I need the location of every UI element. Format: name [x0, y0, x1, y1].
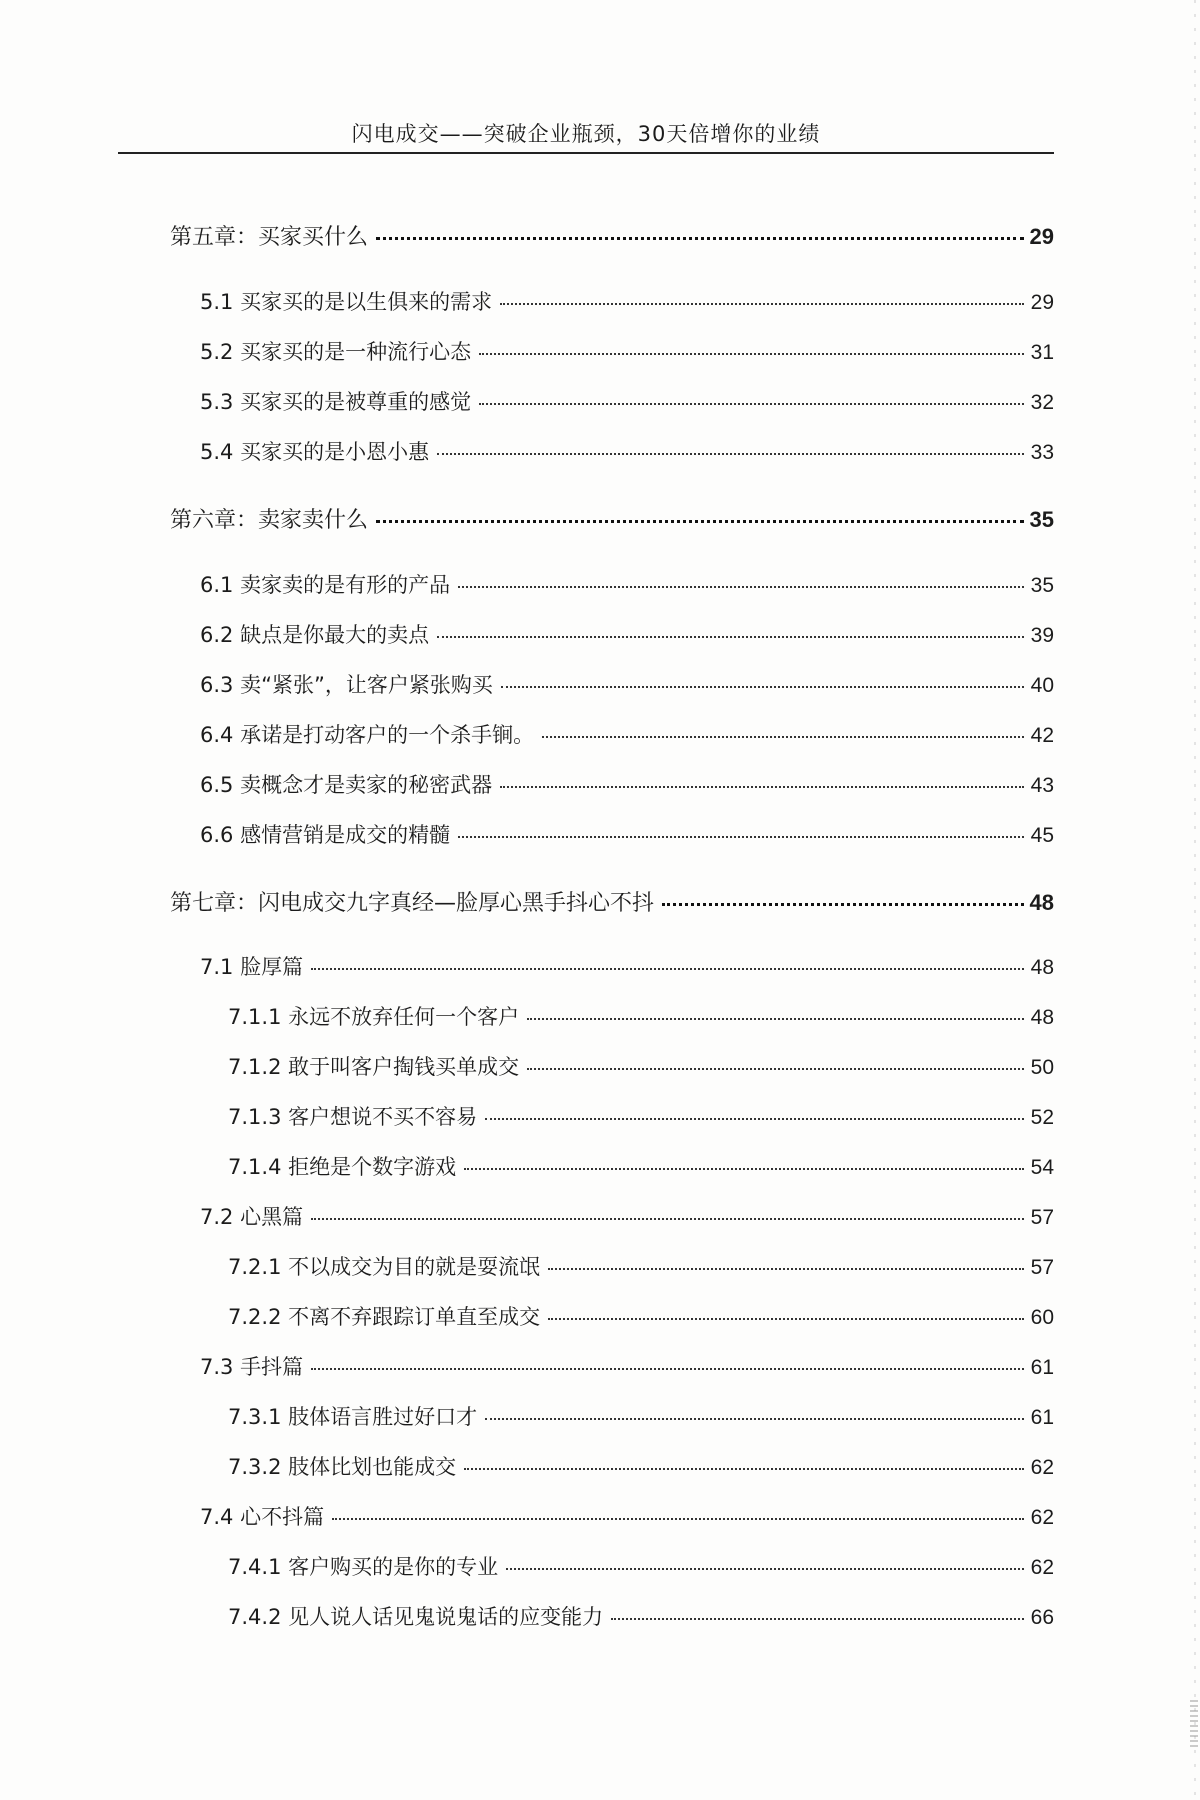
toc-section-number: 5.4 — [200, 440, 241, 464]
toc-chapter-entry — [170, 888, 1054, 919]
toc-entry-title: 第五章：买家买什么 — [170, 225, 369, 250]
toc-page-number: 57 — [1030, 1206, 1054, 1229]
toc-section-number: 7.3.1 — [228, 1405, 289, 1429]
toc-section-entry — [200, 287, 1054, 318]
dot-leader — [376, 237, 1024, 240]
toc-entry-title: 卖概念才是卖家的秘密武器 — [240, 773, 493, 797]
toc-entry-title: 第七章：闪电成交九字真经—脸厚心黑手抖心不抖 — [170, 891, 655, 916]
toc-entry-title: 买家买的是一种流行心态 — [240, 340, 472, 364]
toc-section-entry — [200, 670, 1054, 701]
dot-leader — [548, 1318, 1024, 1320]
dot-leader — [506, 1568, 1024, 1570]
running-header: 闪电成交——突破企业瓶颈，30天倍增你的业绩 — [351, 122, 821, 146]
toc-section-entry — [200, 620, 1054, 651]
toc-chapter-entry — [170, 505, 1054, 536]
toc-page-number: 42 — [1030, 724, 1054, 747]
dot-leader — [527, 1068, 1024, 1070]
toc-entry-title: 买家买的是小恩小惠 — [240, 440, 430, 464]
toc-entry-title: 永远不放弃任何一个客户 — [288, 1005, 520, 1029]
toc-section-number: 7.4.1 — [228, 1555, 289, 1579]
toc-section-entry — [228, 1452, 1054, 1483]
dot-leader — [464, 1468, 1024, 1470]
toc-page-number: 29 — [1029, 224, 1054, 249]
toc-page-number: 62 — [1030, 1456, 1054, 1479]
toc-section-number: 7.1 — [200, 955, 241, 979]
dot-leader — [311, 1368, 1024, 1370]
toc-entry-title: 心黑篇 — [240, 1205, 304, 1229]
dot-leader — [332, 1518, 1024, 1520]
toc-section-number: 6.1 — [200, 573, 241, 597]
toc-entry-title: 心不抖篇 — [240, 1505, 325, 1529]
toc-section-entry — [228, 1152, 1054, 1183]
toc-entry-title: 拒绝是个数字游戏 — [288, 1155, 457, 1179]
toc-page-number: 29 — [1030, 291, 1054, 314]
dot-leader — [501, 686, 1024, 688]
toc-section-entry — [200, 570, 1054, 601]
dot-leader — [542, 736, 1024, 738]
toc-section-number: 7.2.1 — [228, 1255, 289, 1279]
toc-page-number: 35 — [1030, 574, 1054, 597]
toc-entry-title: 敢于叫客户掏钱买单成交 — [288, 1055, 520, 1079]
toc-section-entry — [200, 1202, 1054, 1233]
toc-section-number: 7.1.1 — [228, 1005, 289, 1029]
toc-page-number: 60 — [1030, 1306, 1054, 1329]
toc-section-number: 5.3 — [200, 390, 241, 414]
dot-leader — [500, 786, 1024, 788]
toc-section-entry — [200, 1502, 1054, 1533]
toc-page-number: 61 — [1030, 1406, 1054, 1429]
dot-leader — [376, 520, 1024, 523]
toc-section-number: 7.4.2 — [228, 1605, 289, 1629]
toc-page-number: 48 — [1030, 1006, 1054, 1029]
header-rule — [118, 152, 1054, 154]
toc-entry-title: 承诺是打动客户的一个杀手锏。 — [240, 723, 535, 747]
toc-section-entry — [228, 1302, 1054, 1333]
dot-leader — [548, 1268, 1024, 1270]
toc-section-number: 6.4 — [200, 723, 241, 747]
toc-section-entry — [200, 952, 1054, 983]
toc-page-number: 43 — [1030, 774, 1054, 797]
dot-leader — [479, 353, 1024, 355]
toc-section-entry — [228, 1052, 1054, 1083]
toc-section-entry — [228, 1102, 1054, 1133]
toc-section-number: 7.4 — [200, 1505, 241, 1529]
toc-section-number: 6.2 — [200, 623, 241, 647]
toc-section-entry — [228, 1402, 1054, 1433]
dot-leader — [311, 1218, 1024, 1220]
toc-entry-title: 感情营销是成交的精髓 — [240, 823, 451, 847]
toc-entry-title: 肢体比划也能成交 — [288, 1455, 457, 1479]
dot-leader — [611, 1618, 1024, 1620]
toc-entry-title: 卖家卖的是有形的产品 — [240, 573, 451, 597]
dot-leader — [485, 1118, 1024, 1120]
toc-section-number: 7.3 — [200, 1355, 241, 1379]
toc-section-number: 7.1.2 — [228, 1055, 289, 1079]
dot-leader — [458, 586, 1024, 588]
toc-page-number: 52 — [1030, 1106, 1054, 1129]
toc-section-number: 6.5 — [200, 773, 241, 797]
dot-leader — [464, 1168, 1024, 1170]
toc-section-number: 7.2.2 — [228, 1305, 289, 1329]
toc-section-entry — [200, 720, 1054, 751]
toc-section-number: 7.3.2 — [228, 1455, 289, 1479]
toc-page-number: 48 — [1029, 890, 1054, 915]
toc-entry-title: 肢体语言胜过好口才 — [288, 1405, 478, 1429]
toc-entry-title: 买家买的是被尊重的感觉 — [240, 390, 472, 414]
toc-section-number: 5.1 — [200, 290, 241, 314]
scan-mark-artifact — [1190, 1700, 1198, 1750]
toc-section-number: 7.1.4 — [228, 1155, 289, 1179]
toc-page-number: 61 — [1030, 1356, 1054, 1379]
dot-leader — [311, 968, 1024, 970]
toc-page-number: 50 — [1030, 1056, 1054, 1079]
toc-page-number: 54 — [1030, 1156, 1054, 1179]
toc-page-number: 62 — [1030, 1506, 1054, 1529]
toc-page-number: 31 — [1030, 341, 1054, 364]
toc-page-number: 48 — [1030, 956, 1054, 979]
dot-leader — [479, 403, 1024, 405]
toc-entry-title: 不离不弃跟踪订单直至成交 — [288, 1305, 541, 1329]
toc-page-number: 57 — [1030, 1256, 1054, 1279]
toc-section-entry — [200, 387, 1054, 418]
toc-section-entry — [228, 1552, 1054, 1583]
toc-page-number: 62 — [1030, 1556, 1054, 1579]
toc-entry-title: 缺点是你最大的卖点 — [240, 623, 430, 647]
dot-leader — [458, 836, 1024, 838]
toc-section-entry — [228, 1602, 1054, 1633]
toc-chapter-entry — [170, 222, 1054, 253]
toc-section-number: 7.2 — [200, 1205, 241, 1229]
toc-section-number: 5.2 — [200, 340, 241, 364]
toc-section-entry — [228, 1002, 1054, 1033]
toc-page-number: 66 — [1030, 1606, 1054, 1629]
dot-leader — [437, 453, 1024, 455]
toc-entry-title: 脸厚篇 — [240, 955, 304, 979]
toc-entry-title: 客户购买的是你的专业 — [288, 1555, 499, 1579]
toc-entry-title: 卖“紧张”，让客户紧张购买 — [240, 673, 493, 697]
dot-leader — [485, 1418, 1024, 1420]
toc-entry-title: 客户想说不买不容易 — [288, 1105, 478, 1129]
toc-entry-title: 手抖篇 — [240, 1355, 304, 1379]
toc-page-number: 33 — [1030, 441, 1054, 464]
toc-entry-title: 第六章：卖家卖什么 — [170, 508, 369, 533]
toc-page-number: 32 — [1030, 391, 1054, 414]
toc-section-number: 7.1.3 — [228, 1105, 289, 1129]
toc-section-entry — [200, 770, 1054, 801]
toc-entry-title: 不以成交为目的就是耍流氓 — [288, 1255, 541, 1279]
dot-leader — [662, 903, 1024, 906]
toc-section-entry — [200, 337, 1054, 368]
toc-entry-title: 见人说人话见鬼说鬼话的应变能力 — [288, 1605, 604, 1629]
toc-section-entry — [200, 820, 1054, 851]
dot-leader — [437, 636, 1024, 638]
scan-edge-artifact — [1194, 0, 1196, 1800]
toc-section-entry — [200, 437, 1054, 468]
toc-page-number: 39 — [1030, 624, 1054, 647]
toc-page-number: 45 — [1030, 824, 1054, 847]
toc-section-entry — [200, 1352, 1054, 1383]
dot-leader — [500, 303, 1024, 305]
toc-page-number: 40 — [1030, 674, 1054, 697]
toc-section-entry — [228, 1252, 1054, 1283]
toc-entry-title: 买家买的是以生俱来的需求 — [240, 290, 493, 314]
toc-section-number: 6.6 — [200, 823, 241, 847]
toc-section-number: 6.3 — [200, 673, 241, 697]
toc-page-number: 35 — [1029, 507, 1054, 532]
dot-leader — [527, 1018, 1024, 1020]
